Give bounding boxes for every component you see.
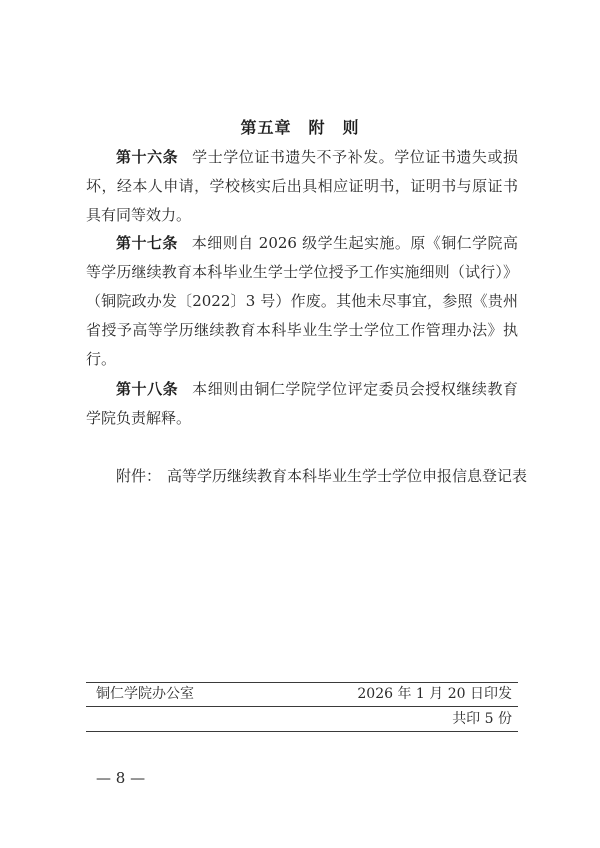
- article-text: 本细则自 2026 级学生起实施。原《铜仁学院高等学历继续教育本科毕业生学士学位授予工作实施细则（试行）》（铜院政办发〔2022〕3 号）作废。其他未尽事宜，参照《贵州省授予高等学历继续教育本科毕业生学士学位工作管理办法》执行。: [86, 234, 518, 368]
- attachment-title: 高等学历继续教育本科毕业生学士学位申报信息登记表: [167, 467, 528, 485]
- attachment-line: [116, 462, 527, 491]
- article-number: 第十八条: [116, 380, 179, 398]
- attachment-label: 附件：: [116, 467, 162, 485]
- page-number: — 8 —: [96, 769, 146, 787]
- article-text: 学士学位证书遗失不予补发。学位证书遗失或损坏，经本人申请，学校核实后出具相应证明书，证明书与原证书具有同等效力。: [86, 148, 518, 224]
- print-copies: 共印 5 份: [452, 711, 512, 727]
- chapter-title: 第五章 附 则: [240, 118, 360, 137]
- article-text: 本细则由铜仁学院学位评定委员会授权继续教育学院负责解释。: [86, 380, 518, 427]
- article-number: 第十七条: [116, 234, 178, 252]
- article-number: 第十六条: [116, 148, 179, 166]
- issuing-office: 铜仁学院办公室: [96, 686, 194, 702]
- article-18: [86, 375, 518, 433]
- footer-divider-bottom: [86, 731, 518, 732]
- footer-divider-top: [86, 682, 518, 683]
- print-date: 2026 年 1 月 20 日印发: [357, 686, 512, 702]
- article-16: [86, 143, 518, 230]
- article-17: [86, 229, 518, 374]
- footer-divider-middle: [86, 706, 518, 707]
